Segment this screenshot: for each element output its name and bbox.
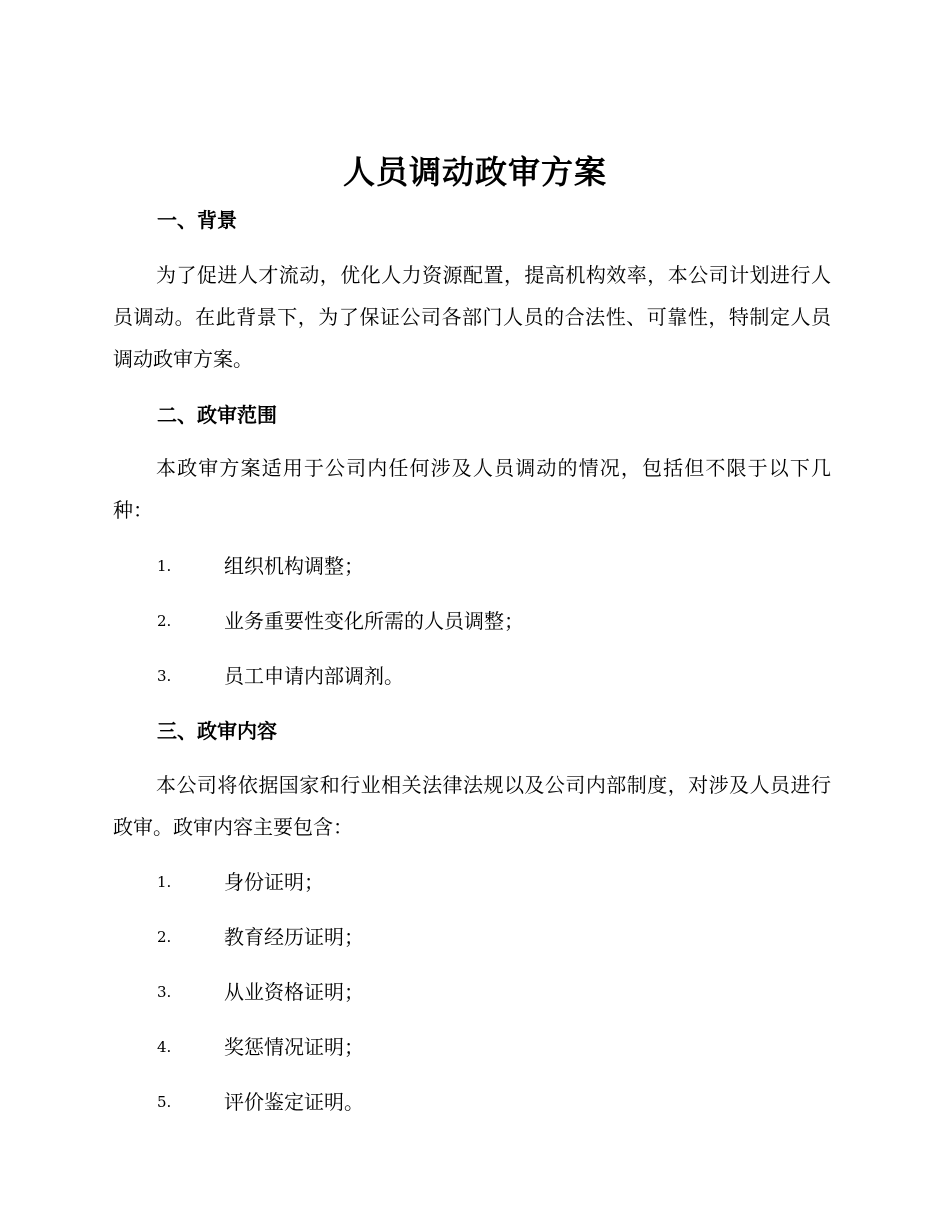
list-item-number: 3. xyxy=(157,667,172,685)
section-heading-content: 三、政审内容 xyxy=(157,719,277,743)
list-item-number: 3. xyxy=(157,983,172,1001)
section-heading-background: 一、背景 xyxy=(157,208,237,232)
list-item-text: 从业资格证明； xyxy=(224,980,364,1004)
list-item-number: 4. xyxy=(157,1038,172,1056)
list-item-text: 身份证明； xyxy=(224,870,324,894)
document-title: 人员调动政审方案 xyxy=(342,153,607,191)
list-item-number: 5. xyxy=(157,1093,172,1111)
section-heading-scope: 二、政审范围 xyxy=(157,403,277,427)
section-paragraph-scope: 本政审方案适用于公司内任何涉及人员调动的情况，包括但不限于以下几种： xyxy=(113,456,831,522)
list-item-number: 2. xyxy=(157,612,172,630)
list-item-text: 员工申请内部调剂。 xyxy=(224,664,404,688)
section-paragraph-background: 为了促进人才流动，优化人力资源配置，提高机构效率，本公司计划进行人员调动。在此背景下，为了保证公司各部门人员的合法性、可靠性，特制定人员调动政审方案。 xyxy=(113,263,831,371)
list-item-number: 1. xyxy=(157,873,172,891)
list-item-number: 2. xyxy=(157,928,172,946)
list-item-text: 教育经历证明； xyxy=(224,925,364,949)
section-paragraph-content: 本公司将依据国家和行业相关法律法规以及公司内部制度，对涉及人员进行政审。政审内容主要包含： xyxy=(113,773,831,839)
list-item-text: 奖惩情况证明； xyxy=(224,1035,364,1059)
list-item-text: 业务重要性变化所需的人员调整； xyxy=(224,609,524,633)
list-item-text: 组织机构调整； xyxy=(224,554,364,578)
list-item-number: 1. xyxy=(157,557,172,575)
list-item-text: 评价鉴定证明。 xyxy=(224,1090,364,1114)
